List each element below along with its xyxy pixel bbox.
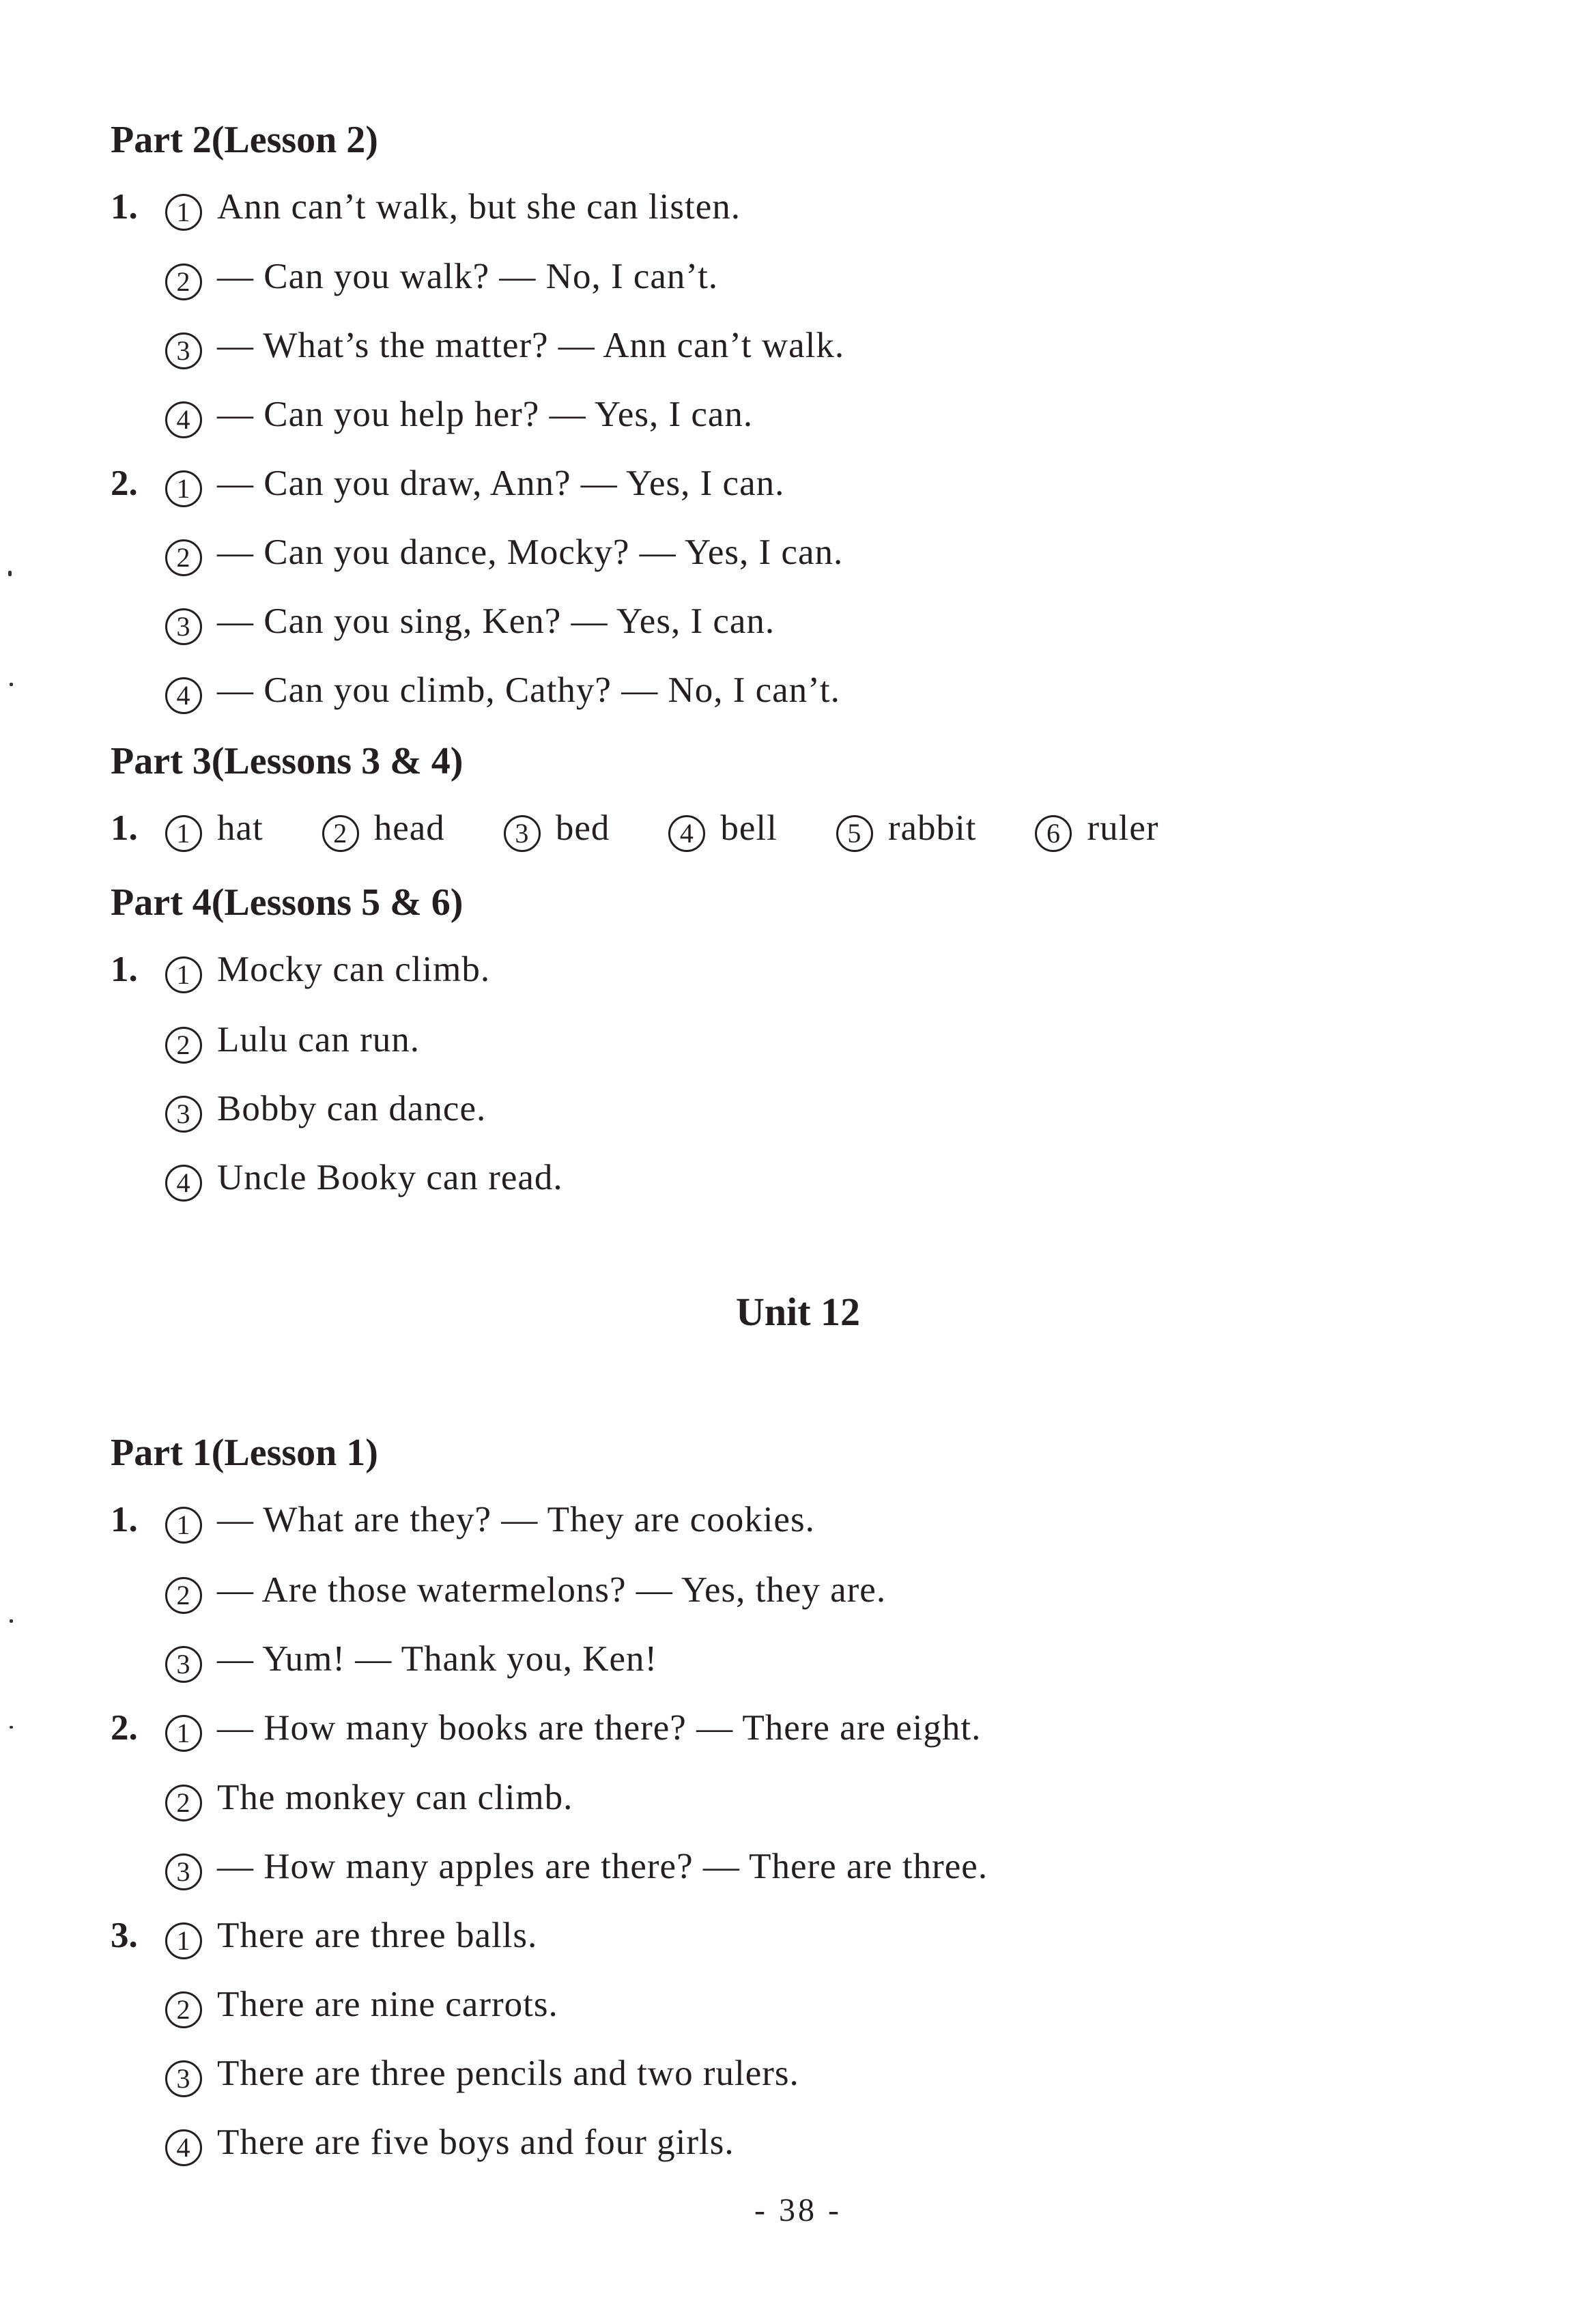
circled-number: 4 <box>668 815 705 852</box>
answer-line <box>165 1085 486 1133</box>
circled-number: 4 <box>165 401 202 438</box>
answer-text: The monkey can climb. <box>217 1778 573 1817</box>
answer-item <box>504 804 610 852</box>
circled-number: 1 <box>165 1922 202 1959</box>
answer-text: — What are they? — They are cookies. <box>217 1500 815 1539</box>
answer-text: — Can you dance, Mocky? — Yes, I can. <box>217 533 844 572</box>
answer-text: There are three balls. <box>217 1916 538 1955</box>
circled-number: 3 <box>165 332 202 369</box>
unit12-part1-heading: Part 1(Lesson 1) <box>111 1432 378 1474</box>
answer-item <box>165 804 263 852</box>
page-number: - 38 - <box>754 2192 842 2228</box>
question-number: 3. <box>111 1916 138 1955</box>
part4-heading: Part 4(Lessons 5 & 6) <box>111 881 464 924</box>
answer-text: Bobby can dance. <box>217 1089 487 1128</box>
part3-heading: Part 3(Lessons 3 & 4) <box>111 740 464 782</box>
answer-text: — Can you help her? — Yes, I can. <box>217 395 754 434</box>
answer-text: — What’s the matter? — Ann can’t walk. <box>217 326 845 365</box>
answer-text: Mocky can climb. <box>217 950 491 989</box>
scan-speck <box>10 683 13 686</box>
answer-line <box>165 391 753 438</box>
answer-line <box>165 183 741 231</box>
answer-line <box>165 2118 735 2166</box>
answer-line <box>165 1704 981 1752</box>
answer-text: hat <box>217 808 263 848</box>
answer-line <box>165 1912 537 1959</box>
circled-number: 1 <box>165 1715 202 1752</box>
answer-item <box>1035 804 1158 852</box>
question-number: 1. <box>111 187 138 227</box>
answer-line <box>165 2049 799 2097</box>
scan-speck <box>10 1619 13 1623</box>
circled-number: 3 <box>165 1096 202 1133</box>
circled-number: 1 <box>165 1507 202 1544</box>
circled-number: 1 <box>165 470 202 507</box>
answer-text: There are five boys and four girls. <box>217 2122 735 2162</box>
answer-line <box>165 1843 988 1890</box>
answer-line <box>165 322 844 369</box>
answer-text: — Can you draw, Ann? — Yes, I can. <box>217 464 785 503</box>
answer-text: — Can you walk? — No, I can’t. <box>217 257 719 296</box>
answer-text: rabbit <box>887 808 977 848</box>
answer-text: There are nine carrots. <box>217 1985 558 2024</box>
answer-text: bed <box>555 808 610 848</box>
circled-number: 2 <box>165 264 202 300</box>
scan-speck <box>10 1726 13 1729</box>
answer-text: Lulu can run. <box>217 1020 421 1060</box>
question-number: 1. <box>111 1500 138 1539</box>
circled-number: 4 <box>165 677 202 714</box>
circled-number: 1 <box>165 194 202 231</box>
answer-line <box>165 1635 657 1683</box>
question-number: 1. <box>111 950 138 989</box>
circled-number: 3 <box>504 815 541 852</box>
circled-number: 2 <box>165 1027 202 1064</box>
circled-number: 3 <box>165 608 202 645</box>
answer-text: Uncle Booky can read. <box>217 1158 563 1197</box>
answer-text: ruler <box>1087 808 1159 848</box>
unit-title: Unit 12 <box>735 1290 861 1334</box>
answer-text: — How many apples are there? — There are three. <box>217 1847 988 1886</box>
answer-line <box>165 1016 420 1064</box>
answer-line <box>165 1980 558 2028</box>
circled-number: 4 <box>165 2129 202 2166</box>
part2-heading: Part 2(Lesson 2) <box>111 119 378 161</box>
answer-text: There are three pencils and two rulers. <box>217 2054 799 2093</box>
scan-speck <box>8 571 12 576</box>
answer-item <box>836 804 977 852</box>
question-number: 2. <box>111 1708 138 1748</box>
answer-line <box>165 459 784 507</box>
circled-number: 3 <box>165 1646 202 1683</box>
circled-number: 4 <box>165 1165 202 1202</box>
circled-number: 3 <box>165 2060 202 2097</box>
question-number: 2. <box>111 464 138 503</box>
circled-number: 1 <box>165 815 202 852</box>
answer-text: — Can you climb, Cathy? — No, I can’t. <box>217 670 840 710</box>
circled-number: 2 <box>165 1577 202 1614</box>
circled-number: 2 <box>165 539 202 576</box>
answer-text: head <box>373 808 445 848</box>
answer-line <box>165 528 843 576</box>
circled-number: 6 <box>1035 815 1072 852</box>
answer-line <box>165 1566 886 1614</box>
circled-number: 2 <box>165 1785 202 1821</box>
answer-line <box>165 597 775 645</box>
answer-line <box>165 666 840 714</box>
answer-item <box>668 804 777 852</box>
answer-line <box>165 946 490 993</box>
answer-line <box>165 253 718 300</box>
answer-text: — Yum! — Thank you, Ken! <box>217 1639 658 1679</box>
answer-line <box>165 1496 815 1544</box>
circled-number: 3 <box>165 1854 202 1890</box>
answer-text: — Are those watermelons? — Yes, they are. <box>217 1570 887 1610</box>
answer-text: bell <box>720 808 778 848</box>
question-number: 1. <box>111 808 138 848</box>
circled-number: 5 <box>836 815 873 852</box>
circled-number: 1 <box>165 956 202 993</box>
answer-text: — Can you sing, Ken? — Yes, I can. <box>217 601 775 641</box>
answer-text: Ann can’t walk, but she can listen. <box>217 187 741 227</box>
circled-number: 2 <box>322 815 359 852</box>
answer-row <box>165 804 1218 852</box>
answer-text: — How many books are there? — There are eight. <box>217 1708 982 1748</box>
answer-item <box>322 804 445 852</box>
answer-line <box>165 1774 573 1821</box>
answer-line <box>165 1154 563 1202</box>
circled-number: 2 <box>165 1991 202 2028</box>
